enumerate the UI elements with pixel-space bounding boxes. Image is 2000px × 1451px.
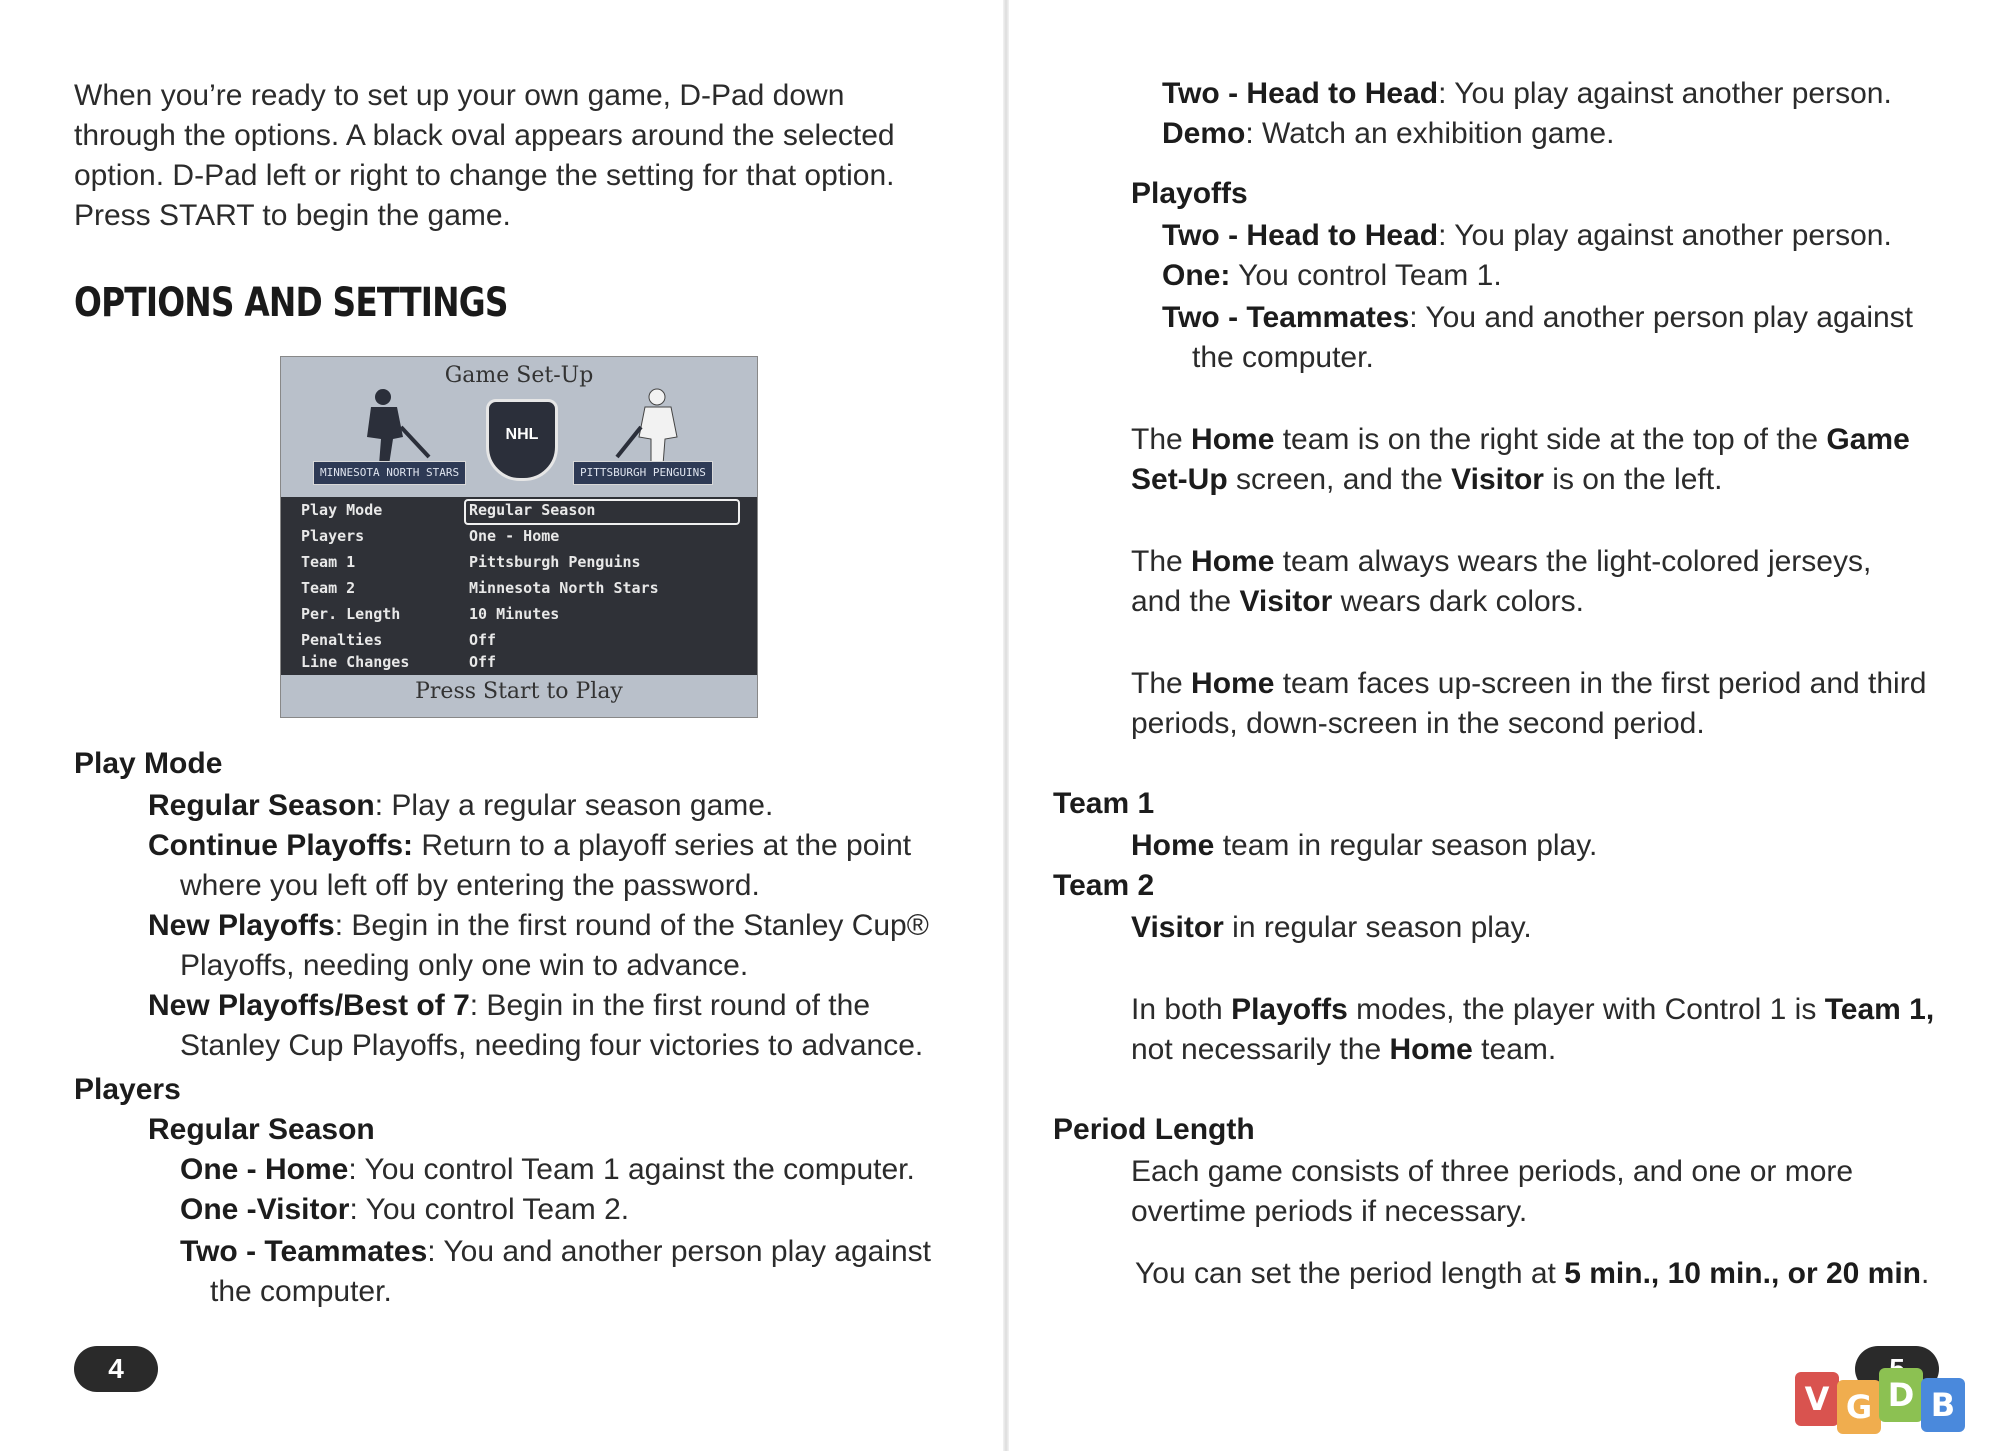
playoffs-head-to-head-item: Two - Head to Head: You play against another person.	[1162, 219, 1892, 252]
manual-spread: When you’re ready to set up your own game, D-Pad down through the options. A black oval appears around the selected option. D-Pad left or right to change the setting for that option. Press START to begin the game. OPTIONS AND SETTINGS Game Set-Up NHL MINNESOTA NORTH STARS PITTSBURGH PENGUINS Play Mode Regular Season Players One - Home Team 1 Pittsburgh Penguins Team 2 Minnesota North Stars Per. Length 10 Minutes Penalties Off Line Changes Off Press Start to Play Play Mode Regular Season: Play a regular season game. Continue Playoffs: Return to a playoff series at the point where you left off by entering the password. New Playoffs: Begin in the first round of the Stanley Cup® Playoffs, needing only one win to advance. New Playoffs/Best of 7: Begin in the first round of the Stanley Cup Playoffs, needing four victories to advance. Players Regular Season One - Home: You control Team 1 against the computer. One -Visitor: You control Team 2. Two - Teammates: You and another person play against the computer. 4 Two - Head to Head: You play against another person. Demo: Watch an exhibition game. Playoffs Two - Head to Head: You play against another person. One: You control Team 1. Two - Teammates: You and another person play against the computer. The Home team is on the right side at the top of the Game Set-Up screen, and the Visitor is on the left. The Home team always wears the light-colored jerseys, and the Visitor wears dark colors. The Home team faces up-screen in the first period and third periods, down-screen in the second period. Team 1 Home team in regular season play. Team 2 Visitor in regular season play. In both Playoffs modes, the player with Control 1 is Team 1, not necessarily the Home team. Period Length Each game consists of three periods, and one or more overtime periods if necessary. You can set the period length at 5 min., 10 min., or 20 min. V G D B	[0, 0, 2000, 1451]
setting-row: Penalties Off	[301, 631, 497, 649]
press-start-text: Press Start to Play	[415, 679, 623, 704]
two-teammates-item: Two - Teammates: You and another person play against	[180, 1235, 932, 1268]
period-set-line: You can set the period length at 5 min., 10 min., or 20 min.	[1135, 1257, 1930, 1290]
head-to-head-item: Two - Head to Head: You play against another person.	[1162, 77, 1892, 110]
intro-paragraph: When you’re ready to set up your own game, D-Pad down through the options. A black oval appears around the selected option. D-Pad left or right to change the setting for that option. Press START to begin the game.	[74, 79, 895, 232]
home-side-paragraph-line1: The Home team is on the right side at the top of the Game	[1131, 423, 1910, 456]
best-of-7-item: New Playoffs/Best of 7: Begin in the first round of the	[148, 989, 871, 1022]
setting-row: Team 1 Pittsburgh Penguins	[301, 553, 641, 571]
direction-paragraph-line2: periods, down-screen in the second period.	[1131, 707, 1705, 740]
jersey-paragraph-line1: The Home team always wears the light-colored jerseys,	[1131, 545, 1872, 578]
one-home-item: One - Home: You control Team 1 against the computer.	[180, 1153, 915, 1186]
play-mode-title: Play Mode	[74, 747, 223, 780]
playoffs-teammates-item: Two - Teammates: You and another person play against	[1162, 301, 1914, 334]
settings-list	[281, 497, 757, 675]
players-title: Players	[74, 1073, 181, 1106]
right-page	[1005, 0, 2000, 1451]
nhl-logo: NHL	[486, 399, 558, 481]
playoffs-one-item: One: You control Team 1.	[1162, 259, 1502, 292]
setting-row: Line Changes Off	[301, 653, 497, 671]
setting-row: Players One - Home	[301, 527, 560, 545]
team1-text: Home team in regular season play.	[1131, 829, 1598, 862]
new-playoffs-item: New Playoffs: Begin in the first round of the Stanley Cup®	[148, 909, 929, 942]
direction-paragraph-line1: The Home team faces up-screen in the first period and third	[1131, 667, 1927, 700]
regular-season-item: Regular Season: Play a regular season game.	[148, 789, 774, 822]
continue-playoffs-item: Continue Playoffs: Return to a playoff series at the point	[148, 829, 912, 862]
one-visitor-item: One -Visitor: You control Team 2.	[180, 1193, 630, 1226]
continue-playoffs-text: where you left off by entering the password.	[180, 869, 760, 902]
playoffs-subtitle: Playoffs	[1131, 177, 1248, 210]
period-text-line2: overtime periods if necessary.	[1131, 1195, 1528, 1228]
setting-row: Play Mode Regular Season	[281, 497, 757, 523]
period-length-title: Period Length	[1053, 1113, 1255, 1146]
jersey-paragraph-line2: and the Visitor wears dark colors.	[1131, 585, 1584, 618]
new-playoffs-text: Playoffs, needing only one win to advance.	[180, 949, 749, 982]
best-of-7-text: Stanley Cup Playoffs, needing four victories to advance.	[180, 1029, 924, 1062]
two-teammates-text: the computer.	[210, 1275, 392, 1308]
team2-title: Team 2	[1053, 869, 1155, 902]
home-team-banner: PITTSBURGH PENGUINS	[573, 461, 713, 485]
setting-row: Team 2 Minnesota North Stars	[301, 579, 659, 597]
team2-text: Visitor in regular season play.	[1131, 911, 1532, 944]
control-paragraph-line2: not necessarily the Home team.	[1131, 1033, 1557, 1066]
home-player-icon	[611, 387, 701, 467]
playoffs-teammates-text: the computer.	[1192, 341, 1374, 374]
team1-title: Team 1	[1053, 787, 1155, 820]
regular-season-subtitle: Regular Season	[148, 1113, 375, 1146]
home-side-paragraph-line2: Set-Up screen, and the Visitor is on the left.	[1131, 463, 1723, 496]
period-text-line1: Each game consists of three periods, and one or more	[1131, 1155, 1854, 1188]
visitor-team-banner: MINNESOTA NORTH STARS	[313, 461, 466, 485]
control-paragraph-line1: In both Playoffs modes, the player with Control 1 is Team 1,	[1131, 993, 1935, 1026]
options-heading: OPTIONS AND SETTINGS	[74, 280, 508, 326]
screen-title: Game Set-Up	[444, 363, 594, 388]
game-setup-screenshot	[280, 356, 758, 718]
demo-item: Demo: Watch an exhibition game.	[1162, 117, 1615, 150]
visitor-player-icon	[343, 387, 433, 467]
setting-row: Per. Length 10 Minutes	[301, 605, 560, 623]
page-number-4: 4	[74, 1346, 158, 1392]
